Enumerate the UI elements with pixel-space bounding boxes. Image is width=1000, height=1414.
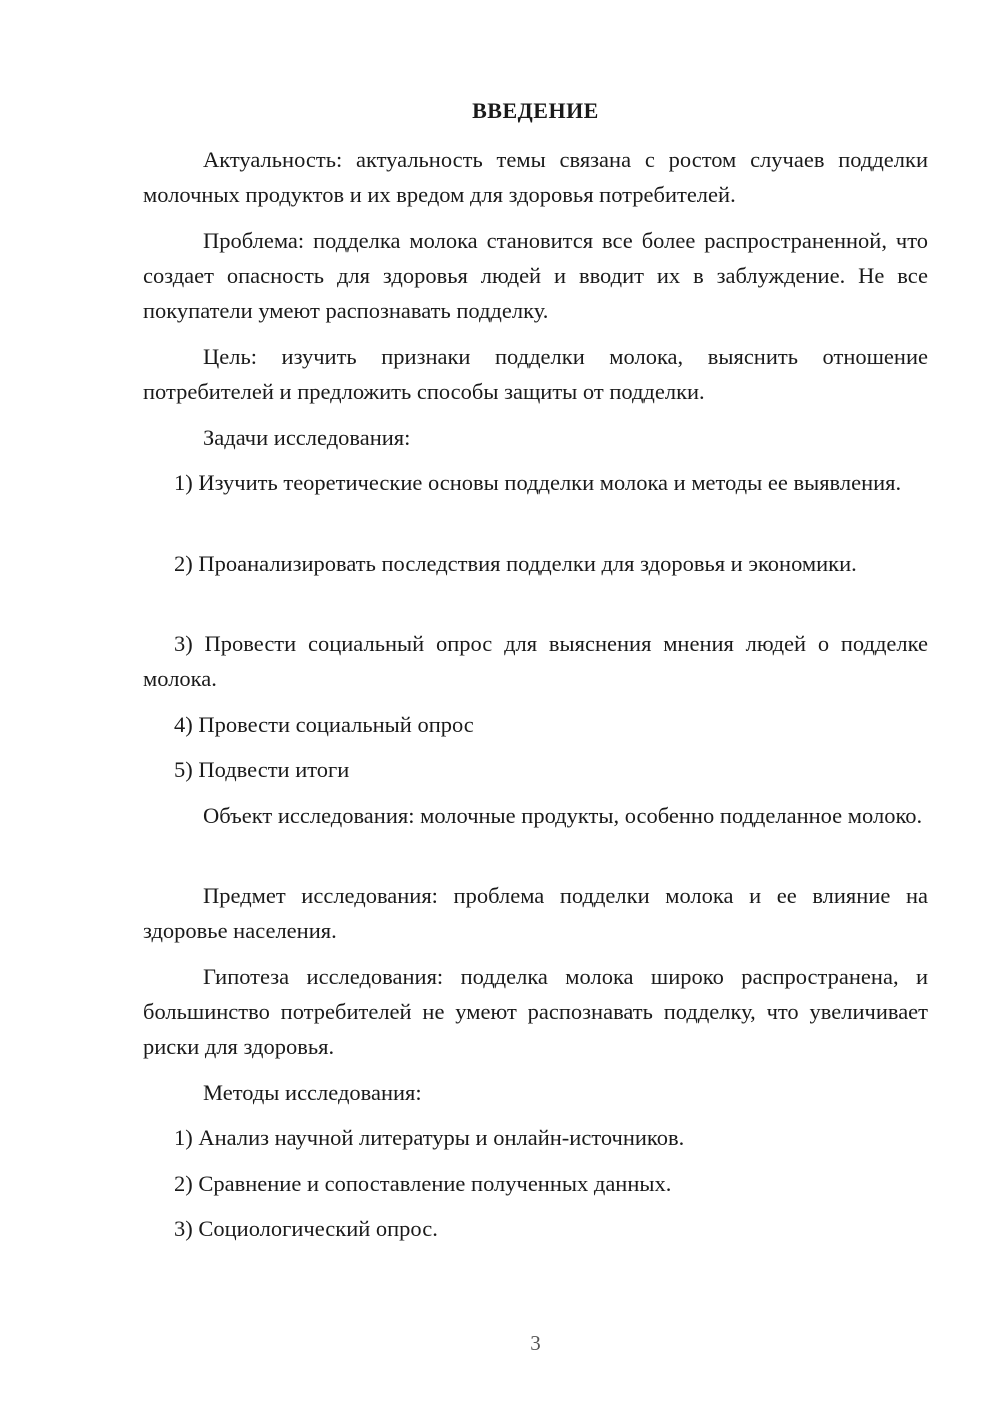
paragraph-goal: Цель: изучить признаки подделки молока, выяснить отношение потребителей и предложить способы защиты от подделки. <box>143 344 928 404</box>
page-number: 3 <box>530 1331 541 1355</box>
paragraph-subject: Предмет исследования: проблема подделки молока и ее влияние на здоровье населения. <box>143 883 928 943</box>
methods-heading: Методы исследования: <box>203 1080 422 1105</box>
page-title: ВВЕДЕНИЕ <box>472 98 599 123</box>
task-item: 2) Проанализировать последствия подделки для здоровья и экономики. <box>174 551 857 576</box>
task-item: 1) Изучить теоретические основы подделки молока и методы ее выявления. <box>174 470 902 495</box>
paragraph-hypothesis: Гипотеза исследования: подделка молока широко распространена, и большинство потребителей не умеют распознавать подделку, что увеличивает риски для здоровья. <box>143 964 928 1059</box>
task-item: 3) Провести социальный опрос для выяснения мнения людей о подделке молока. <box>143 631 928 691</box>
method-item: 1) Анализ научной литературы и онлайн-источников. <box>174 1125 685 1150</box>
paragraph-problem: Проблема: подделка молока становится все более распространенной, что создает опасность для здоровья людей и вводит их в заблуждение. Не все покупатели умеют распознавать подделку. <box>143 228 928 323</box>
paragraph-object: Объект исследования: молочные продукты, особенно подделанное молоко. <box>203 803 923 828</box>
method-item: 2) Сравнение и сопоставление полученных данных. <box>174 1171 672 1196</box>
method-item: 3) Социологический опрос. <box>174 1216 438 1241</box>
paragraph-relevance: Актуальность: актуальность темы связана с ростом случаев подделки молочных продуктов и их вредом для здоровья потребителей. <box>143 147 928 207</box>
task-item: 4) Провести социальный опрос <box>174 712 474 737</box>
tasks-heading: Задачи исследования: <box>203 425 411 450</box>
task-item: 5) Подвести итоги <box>174 757 350 782</box>
